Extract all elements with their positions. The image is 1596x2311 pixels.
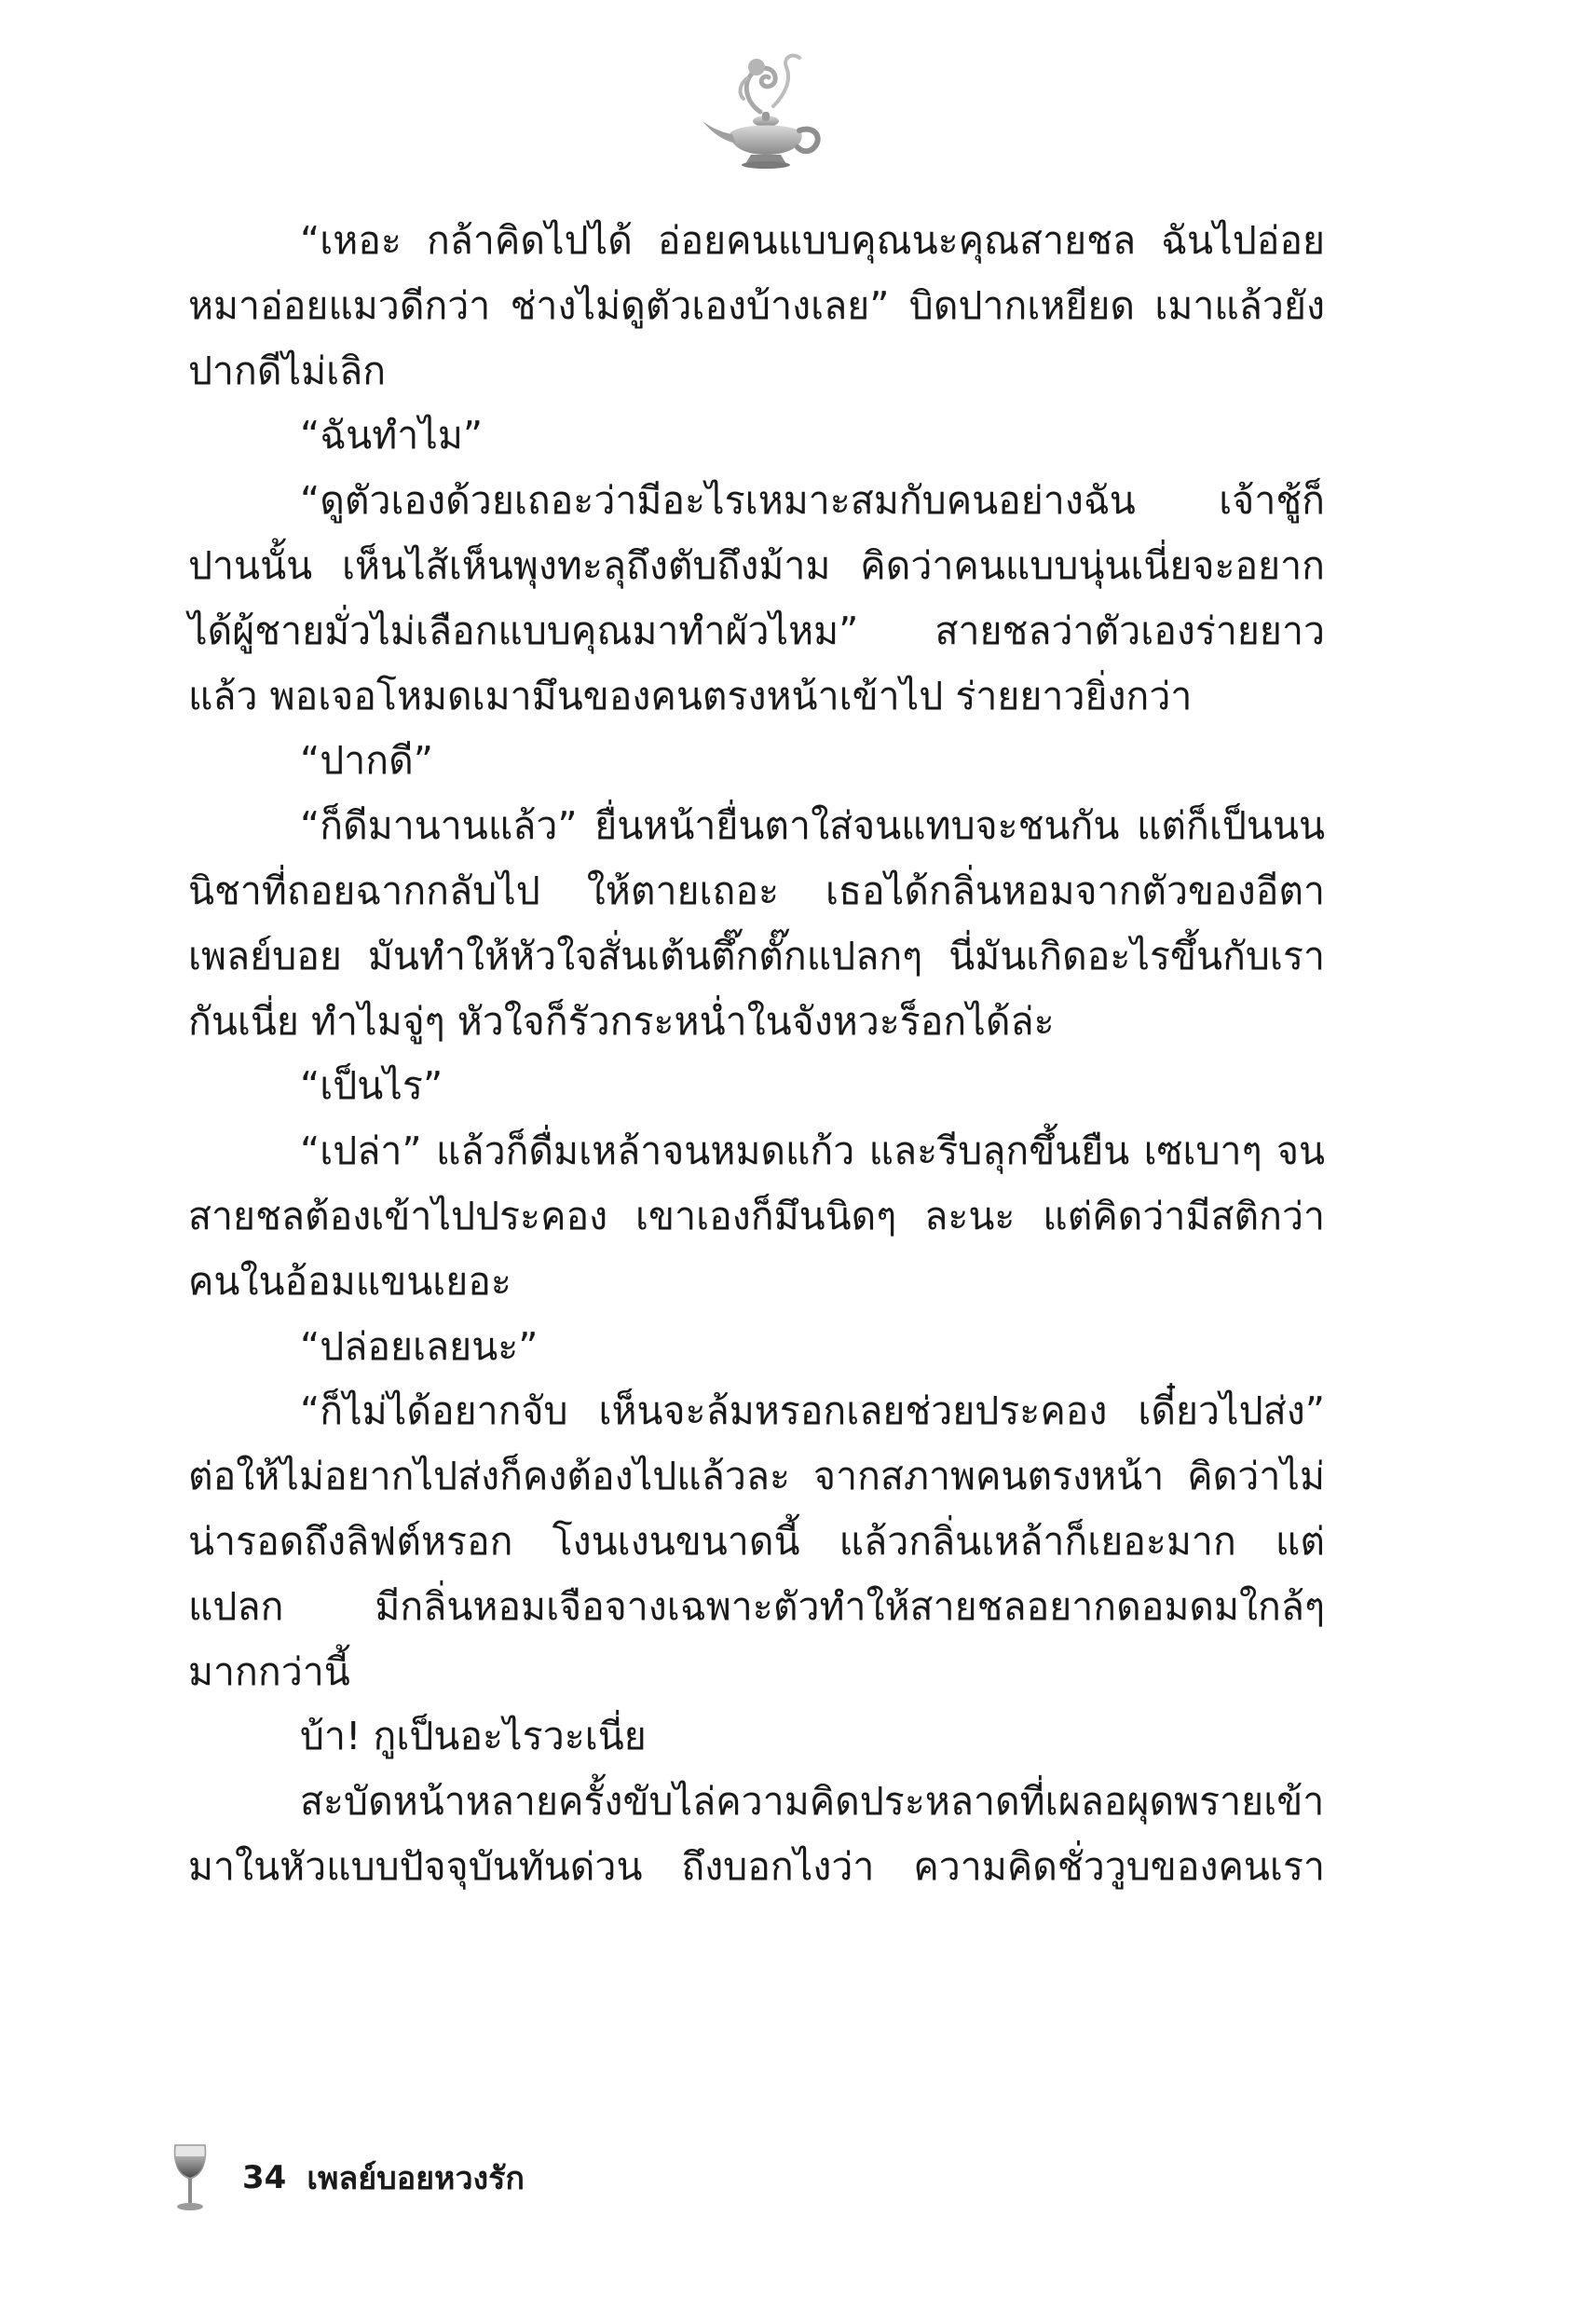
paragraph-11: สะบัดหน้าหลายครั้งขับไล่ความคิดประหลาดที่เผลอผุดพรายเข้ามาในหัวแบบปัจจุบันทันด่วน ถึงบอกไงว่า ความคิดชั่ววูบของคนเรา [188,1779,1325,1889]
paragraph-9: “ก็ไม่ได้อยากจับ เห็นจะล้มหรอกเลยช่วยประคอง เดี๋ยวไปส่ง” ต่อให้ไม่อยากไปส่งก็คงต้องไปแล้วละ จากสภาพคนตรงหน้า คิดว่าไม่น่ารอดถึงลิฟต์หรอก โงนเงนขนาดนี้ แล้วกลิ่นเหล้าก็เยอะมาก แต่แปลก มีกลิ่นหอมเจือจางเฉพาะตัวทำให้สายชลอยากดอมดมใกล้ๆ มากกว่านี้ [188,1388,1325,1694]
book-title: เพลย์บอยหวงรัก [307,2160,525,2197]
paragraph-2: “ฉันทำไม” [300,413,484,458]
genie-lamp-icon [695,47,835,177]
paragraph-10: บ้า! กูเป็นอะไรวะเนี่ย [300,1714,647,1759]
story-text [188,209,1325,1900]
page-footer [170,2143,525,2212]
paragraph-7: “เปล่า” แล้วก็ดื่มเหล้าจนหมดแก้ว และรีบลุกขึ้นยืน เซเบาๆ จนสายชลต้องเข้าไปประคอง เขาเองก็มึนนิดๆ ละนะ แต่คิดว่ามีสติกว่าคนในอ้อมแขนเยอะ [188,1128,1325,1304]
paragraph-6: “เป็นไร” [300,1063,443,1109]
paragraph-3: “ดูตัวเองด้วยเถอะว่ามีอะไรเหมาะสมกับคนอย่างฉัน เจ้าชู้ก็ปานนั้น เห็นไส้เห็นพุงทะลุถึงตับถึงม้าม คิดว่าคนแบบนุ่นเนี่ยจะอยากได้ผู้ชายมั่วไม่เลือกแบบคุณมาทำผัวไหม” สายชลว่าตัวเองร่ายยาวแล้ว พอเจอโหมดเมามึนของคนตรงหน้าเข้าไป ร่ายยาวยิ่งกว่า [188,478,1325,718]
paragraph-8: “ปล่อยเลยนะ” [300,1323,539,1369]
paragraph-1: “เหอะ กล้าคิดไปได้ อ่อยคนแบบคุณนะคุณสายชล ฉันไปอ่อยหมาอ่อยแมวดีกว่า ช่างไม่ดูตัวเองบ้างเลย” บิดปากเหยียด เมาแล้วยังปากดีไม่เลิก [188,218,1325,393]
wine-glass-icon [170,2143,211,2212]
paragraph-5: “ก็ดีมานานแล้ว” ยื่นหน้ายื่นตาใส่จนแทบจะชนกัน แต่ก็เป็นนนนิชาที่ถอยฉากกลับไป ให้ตายเถอะ เธอได้กลิ่นหอมจากตัวของอีตาเพลย์บอย มันทำให้หัวใจสั่นเต้นตึ๊กตั๊กแปลกๆ นี่มันเกิดอะไรขึ้นกับเรากันเนี่ย ทำไมจู่ๆ หัวใจก็รัวกระหน่ำในจังหวะร็อกได้ล่ะ [188,803,1325,1044]
paragraph-4: “ปากดี” [300,738,433,784]
page-number: 34 [242,2159,287,2196]
